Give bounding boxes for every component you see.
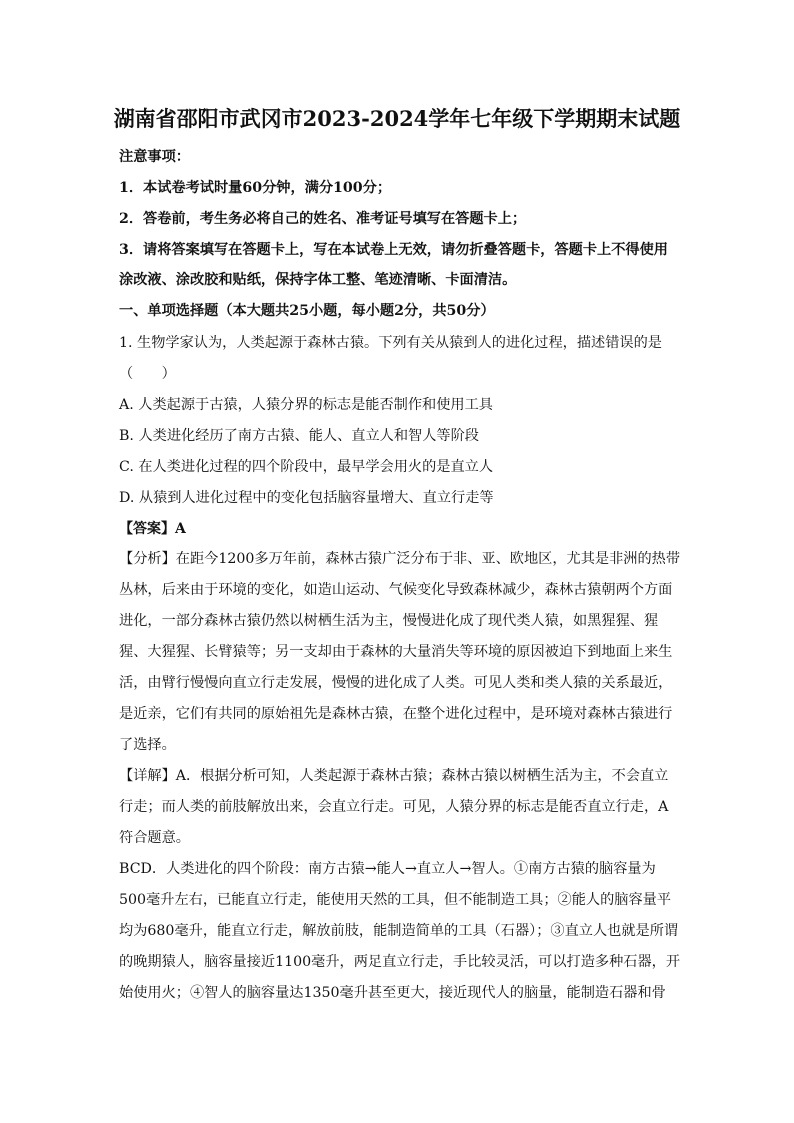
- analysis-line: 进化，一部分森林古猿仍然以树栖生活为主，慢慢进化成了现代类人猿，如黑猩猩、猩: [119, 613, 659, 629]
- notes-heading: 注意事项：: [119, 149, 190, 165]
- question-paren: （ ）: [119, 366, 176, 382]
- analysis-line: 是近亲，它们有共同的原始祖先是森林古猿，在整个进化过程中，是环境对森林古猿进行: [119, 706, 673, 722]
- analysis-line: 丛林，后来由于环境的变化，如造山运动、气候变化导致森林减少，森林古猿朝两个方面: [119, 582, 673, 598]
- section-heading: 一、单项选择题（本大题共25小题，每小题2分，共50分）: [119, 303, 495, 319]
- detail-line: 500毫升左右，已能直立行走，能使用天然的工具，但不能制造工具；②能人的脑容量平: [119, 892, 672, 908]
- question-stem: 1. 生物学家认为，人类起源于森林古猿。下列有关从猿到人的进化过程，描述错误的是: [119, 335, 662, 351]
- detail-line: 均为680毫升，能直立行走，解放前肢，能制造简单的工具（石器）；③直立人也就是所谓: [119, 923, 679, 939]
- analysis-line: 猩、大猩猩、长臂猿等；另一支却由于森林的大量消失等环境的原因被迫下到地面上来生: [119, 644, 673, 660]
- option-b: B. 人类进化经历了南方古猿、能人、直立人和智人等阶段: [119, 428, 479, 444]
- exam-title: 湖南省邵阳市武冈市2023-2024学年七年级下学期期末试题: [113, 106, 681, 131]
- option-d: D. 从猿到人进化过程中的变化包括脑容量增大、直立行走等: [119, 490, 494, 506]
- note-item-1: 1．本试卷考试时量60分钟，满分100分；: [119, 180, 392, 196]
- note-item-3-cont: 涂改液、涂改胶和贴纸，保持字体工整、笔迹清晰、卡面清洁。: [119, 272, 517, 288]
- option-c: C. 在人类进化过程的四个阶段中，最早学会用火的是直立人: [119, 459, 494, 475]
- note-item-2: 2．答卷前，考生务必将自己的姓名、准考证号填写在答题卡上；: [119, 211, 527, 227]
- analysis-line: 【分析】在距今1200多万年前，森林古猿广泛分布于非、亚、欧地区，尤其是非洲的热带: [119, 551, 681, 567]
- detail-line: 符合题意。: [119, 830, 190, 846]
- answer: 【答案】A: [119, 521, 186, 537]
- detail-line: BCD．人类进化的四个阶段：南方古猿→能人→直立人→智人。①南方古猿的脑容量为: [119, 861, 656, 877]
- detail-line: 行走；而人类的前肢解放出来，会直立行走。可见，人猿分界的标志是能否直立行走，A: [119, 799, 669, 815]
- detail-line: 的晚期猿人，脑容量接近1100毫升，两足直立行走，手比较灵活，可以打造多种石器，开: [119, 954, 681, 970]
- detail-line: 【详解】A．根据分析可知，人类起源于森林古猿；森林古猿以树栖生活为主，不会直立: [119, 768, 669, 784]
- detail-line: 始使用火；④智人的脑容量达1350毫升甚至更大，接近现代人的脑量，能制造石器和骨: [119, 985, 666, 1001]
- analysis-line: 了选择。: [119, 737, 176, 753]
- note-item-3: 3．请将答案填写在答题卡上，写在本试卷上无效，请勿折叠答题卡，答题卡上不得使用: [119, 242, 668, 258]
- option-a: A. 人类起源于古猿，人猿分界的标志是能否制作和使用工具: [119, 397, 493, 413]
- analysis-line: 活，由臂行慢慢向直立行走发展，慢慢的进化成了人类。可见人类和类人猿的关系最近，: [119, 675, 673, 691]
